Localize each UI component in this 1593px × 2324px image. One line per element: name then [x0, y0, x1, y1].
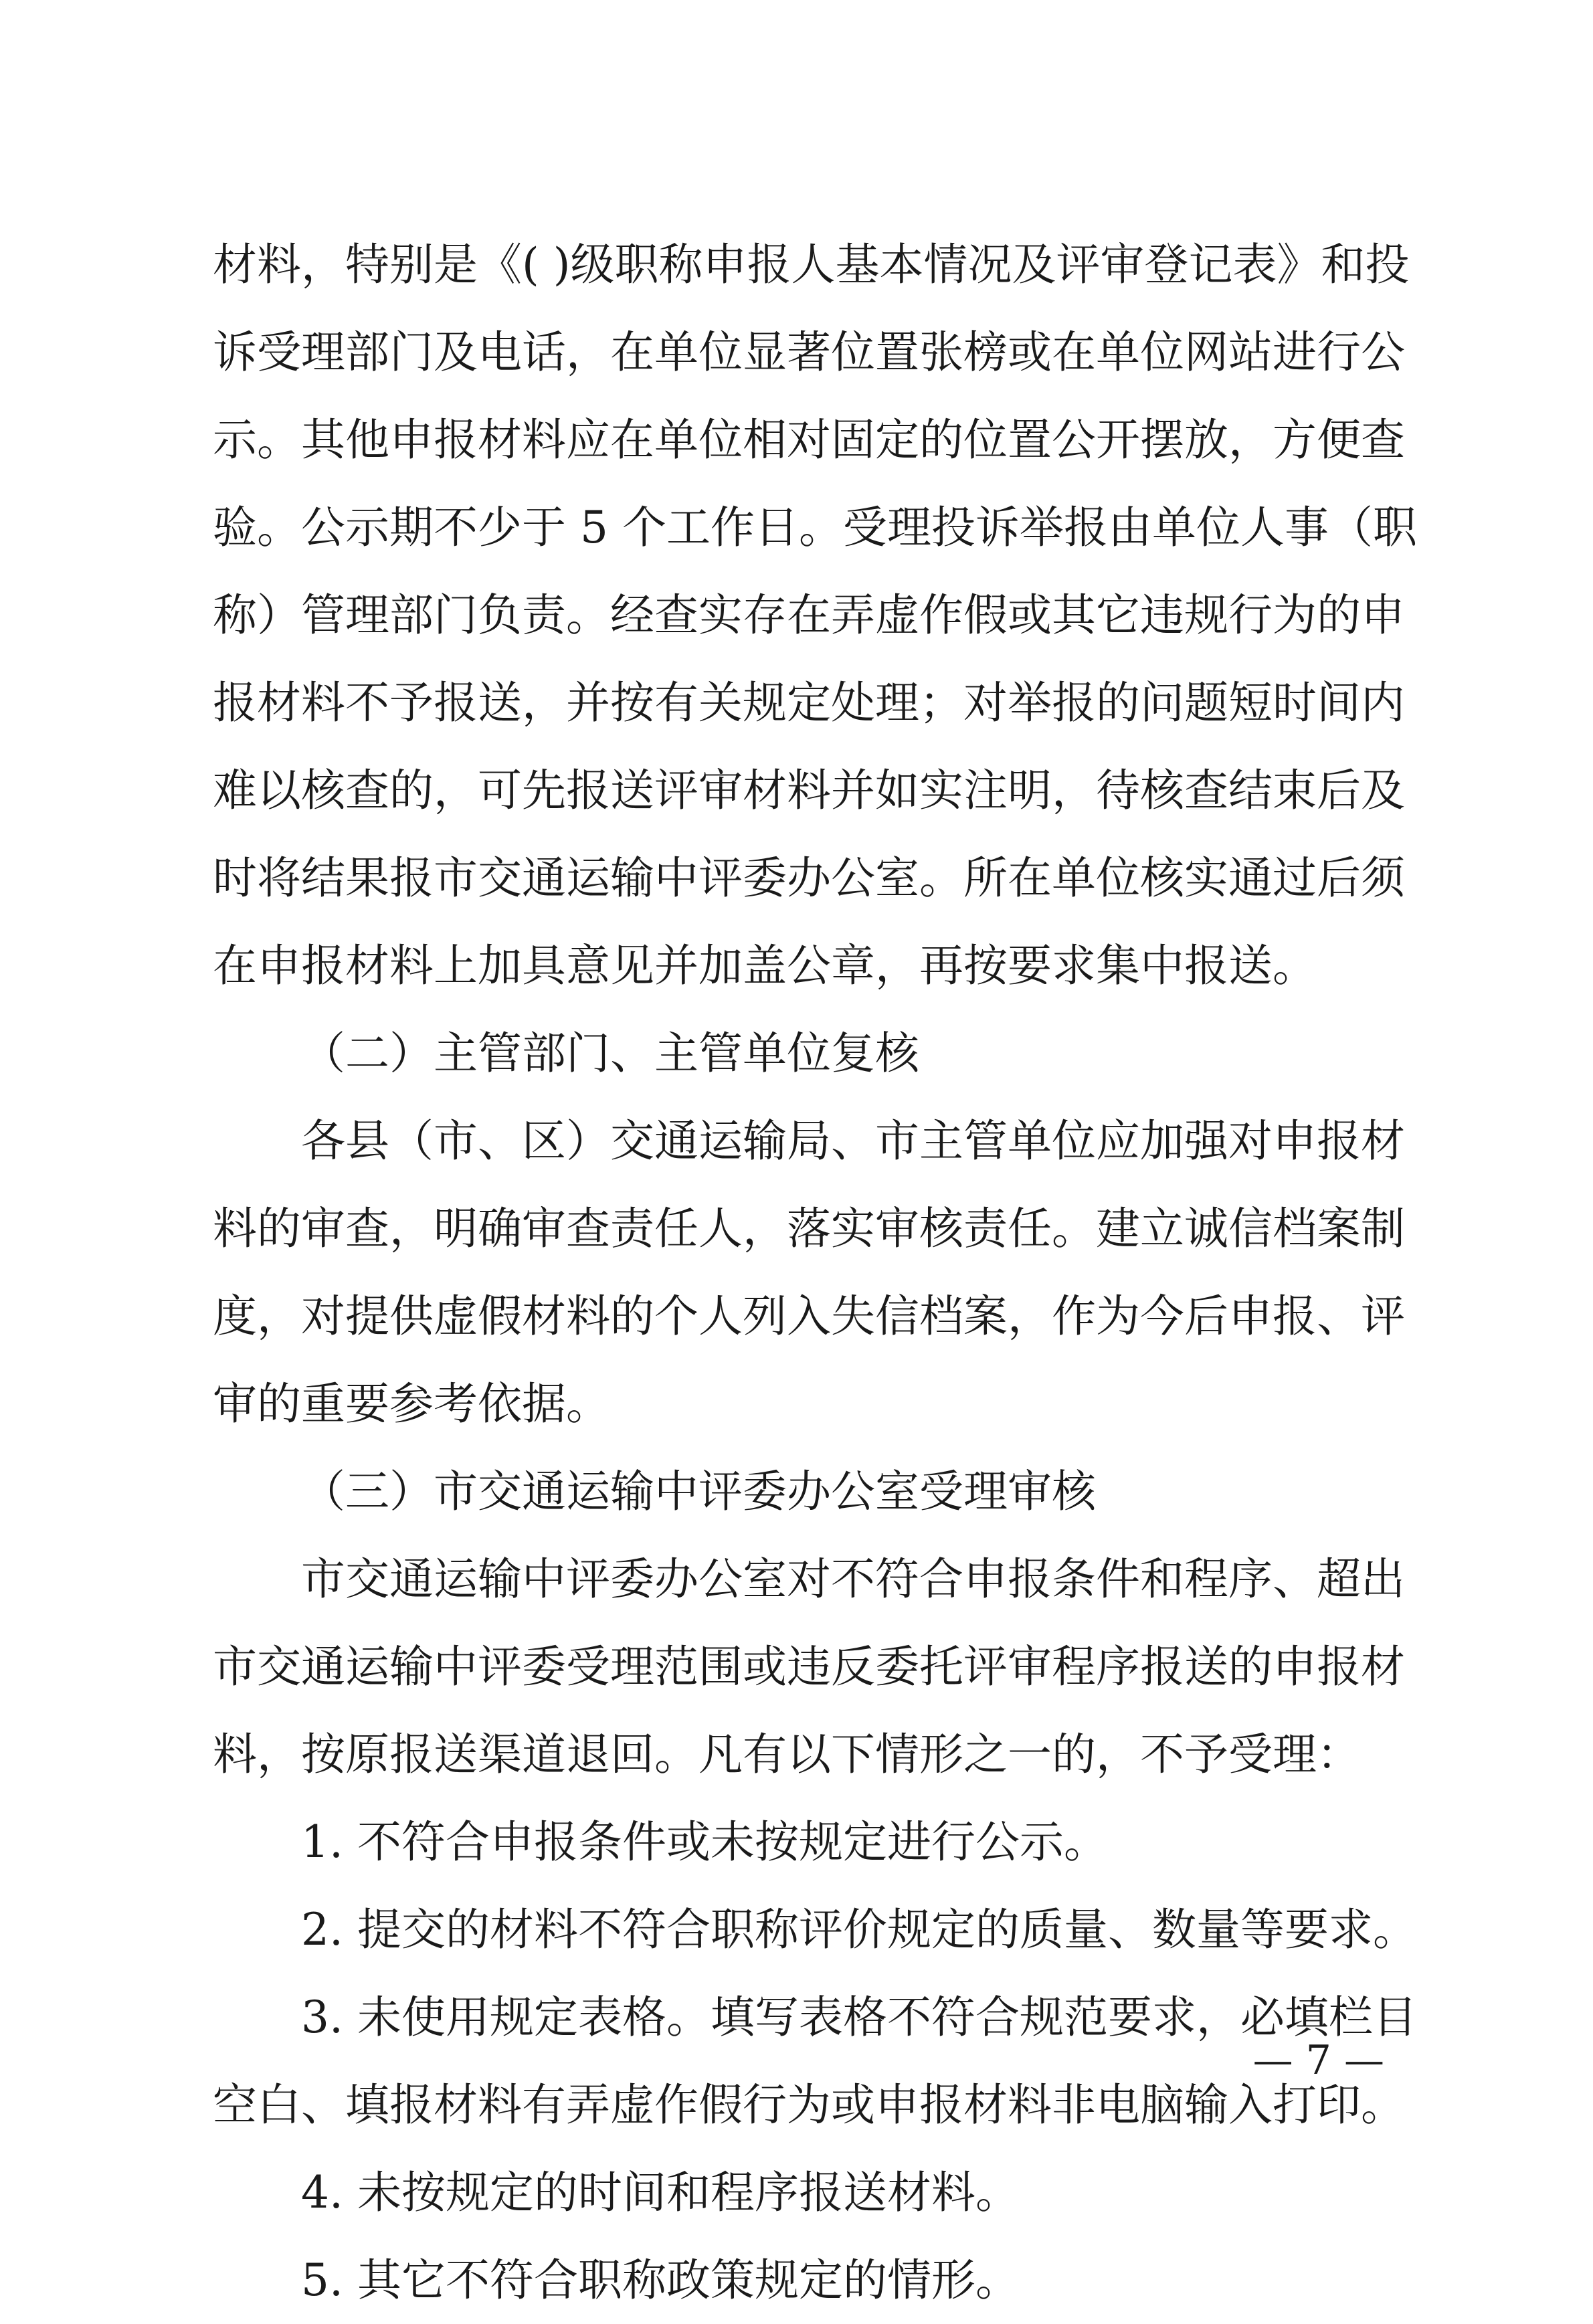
text-line: 料，按原报送渠道退回。凡有以下情形之一的，不予受理：: [213, 1729, 1361, 1780]
text-line: 材料，特别是《( )级职称申报人基本情况及评审登记表》和投: [213, 239, 1410, 290]
text-line: 在申报材料上加具意见并加盖公章，再按要求集中报送。: [213, 940, 1317, 991]
text-line: 空白、填报材料有弄虚作假行为或申报材料非电脑输入打印。: [213, 2079, 1405, 2131]
text-line: 度，对提供虚假材料的个人列入失信档案，作为今后申报、评: [213, 1290, 1405, 1342]
text-line: 示。其他申报材料应在单位相对固定的位置公开摆放，方便查: [213, 414, 1405, 466]
list-item: 3. 未使用规定表格。填写表格不符合规范要求，必填栏目: [301, 1992, 1417, 2043]
section-heading: （二）主管部门、主管单位复核: [301, 1028, 919, 1079]
text-line: 审的重要参考依据。: [213, 1378, 610, 1430]
text-line: 市交通运输中评委受理范围或违反委托评审程序报送的申报材: [213, 1641, 1405, 1692]
text-line: 难以核查的，可先报送评审材料并如实注明，待核查结束后及: [213, 765, 1405, 816]
list-item: 4. 未按规定的时间和程序报送材料。: [301, 2167, 1020, 2218]
text-line: 市交通运输中评委办公室对不符合申报条件和程序、超出: [301, 1553, 1405, 1605]
section-heading: （三）市交通运输中评委办公室受理审核: [301, 1466, 1096, 1517]
text-line: 报材料不予报送，并按有关规定处理；对举报的问题短时间内: [213, 677, 1405, 729]
list-item: 1. 不符合申报条件或未按规定进行公示。: [301, 1816, 1108, 1868]
list-item: 5. 其它不符合职称政策规定的情形。: [301, 2254, 1020, 2306]
text-line: 各县（市、区）交通运输局、市主管单位应加强对申报材: [301, 1115, 1405, 1167]
text-line: 时将结果报市交通运输中评委办公室。所在单位核实通过后须: [213, 852, 1405, 904]
text-line: 验。公示期不少于 5 个工作日。受理投诉举报由单位人事（职: [213, 502, 1417, 553]
page-number: — 7 —: [1252, 2037, 1384, 2084]
text-line: 诉受理部门及电话，在单位显著位置张榜或在单位网站进行公: [213, 326, 1405, 378]
text-line: 料的审查，明确审查责任人，落实审核责任。建立诚信档案制: [213, 1203, 1405, 1254]
text-line: 称）管理部门负责。经查实存在弄虚作假或其它违规行为的申: [213, 589, 1405, 641]
list-item: 2. 提交的材料不符合职称评价规定的质量、数量等要求。: [301, 1904, 1417, 1955]
document-body: [213, 221, 1417, 2324]
